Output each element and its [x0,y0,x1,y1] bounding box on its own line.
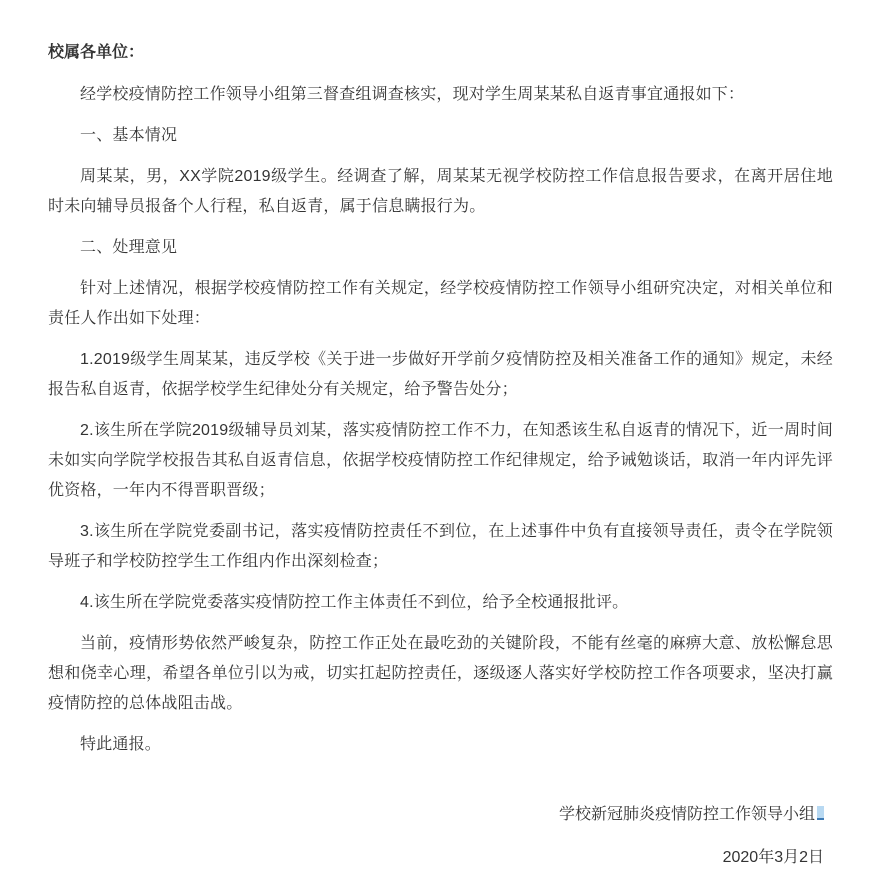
salutation: 校属各单位： [48,44,145,61]
decision-item-3: 3.该生所在学院党委副书记，落实疫情防控责任不到位，在上述事件中负有直接领导责任，责令在学院领导班子和学校防控学生工作组内作出深刻检查； [48,523,833,570]
date-line: 2020年3月2日 [722,849,824,866]
closing-paragraph: 当前，疫情形势依然严峻复杂，防控工作正处在最吃劲的关键阶段，不能有丝毫的麻痹大意、放松懈怠思想和侥幸心理，希望各单位引以为戒，切实扛起防控责任，逐级逐人落实好学校防控工作各项要求，坚决打赢疫情防控的总体战阻击战。 [48,635,833,712]
signature-line [48,800,824,830]
section-2-lead: 针对上述情况，根据学校疫情防控工作有关规定，经学校疫情防控工作领导小组研究决定，对相关单位和责任人作出如下处理： [48,280,833,327]
decision-item-1: 1.2019级学生周某某，违反学校《关于进一步做好开学前夕疫情防控及相关准备工作的通知》规定，未经报告私自返青，依据学校学生纪律处分有关规定，给予警告处分； [48,351,833,398]
section-1-body: 周某某，男，XX学院2019级学生。经调查了解，周某某无视学校防控工作信息报告要求，在离开居住地时未向辅导员报备个人行程，私自返青，属于信息瞒报行为。 [48,168,833,215]
section-2-heading: 二、处理意见 [80,239,178,256]
decision-item-4: 4.该生所在学院党委落实疫情防控工作主体责任不到位，给予全校通报批评。 [80,594,629,611]
text-selection-highlight [817,806,824,820]
intro-paragraph: 经学校疫情防控工作领导小组第三督查组调查核实，现对学生周某某私自返青事宜通报如下： [80,86,745,103]
signature-block [48,800,833,873]
notice-end: 特此通报。 [80,736,162,753]
decision-item-2: 2.该生所在学院2019级辅导员刘某，落实疫情防控工作不力，在知悉该生私自返青的情况下，近一周时间未如实向学院学校报告其私自返青信息，依据学校疫情防控工作纪律规定，给予诫勉谈话，取消一年内评先评优资格，一年内不得晋职晋级； [48,422,833,499]
section-1-heading: 一、基本情况 [80,127,178,144]
signature-text: 学校新冠肺炎疫情防控工作领导小组 [558,806,815,823]
